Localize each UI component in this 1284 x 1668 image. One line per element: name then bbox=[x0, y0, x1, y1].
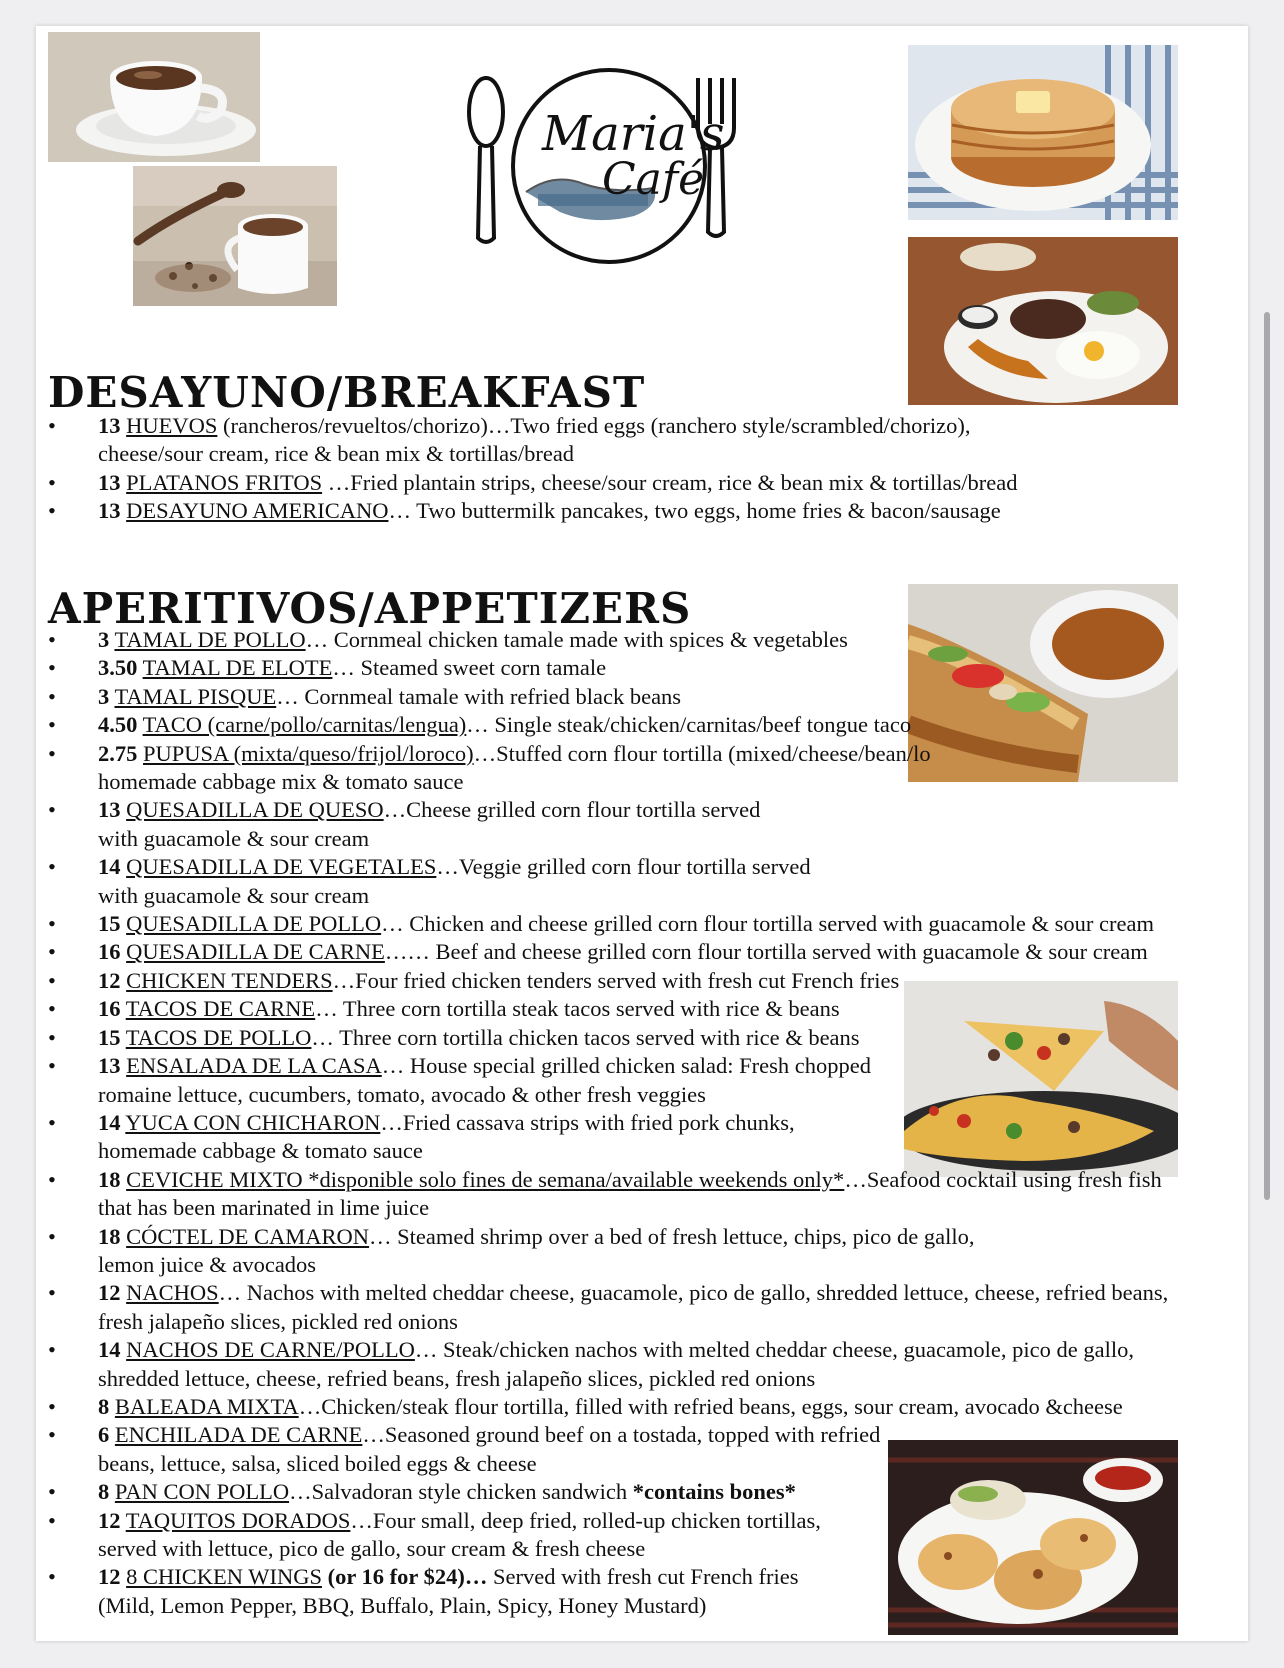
item-description: …Seasoned ground beef on a tostada, topped with refried bbox=[362, 1422, 881, 1448]
marias-cafe-logo bbox=[464, 42, 764, 292]
menu-item bbox=[48, 938, 1168, 966]
item-description-continued: lemon juice & avocados bbox=[98, 1251, 317, 1277]
item-description-continued: homemade cabbage & tomato sauce bbox=[98, 1138, 423, 1164]
item-price: 13 bbox=[98, 413, 121, 438]
item-name: CHICKEN TENDERS bbox=[126, 967, 333, 993]
bullet: • bbox=[48, 1507, 56, 1533]
menu-item bbox=[48, 1507, 1168, 1564]
appetizers-list bbox=[48, 626, 1168, 1620]
bullet: • bbox=[48, 854, 56, 880]
item-name: ENCHILADA DE CARNE bbox=[114, 1422, 363, 1448]
item-price: 16 bbox=[98, 939, 121, 965]
item-description: …Fried cassava strips with fried pork chunks, bbox=[380, 1109, 795, 1135]
breakfast-heading: DESAYUNO/BREAKFAST bbox=[48, 368, 646, 417]
item-description: … Steamed sweet corn tamale bbox=[332, 655, 607, 681]
bullet: • bbox=[48, 939, 56, 965]
item-description-continued: homemade cabbage mix & tomato sauce bbox=[98, 769, 464, 795]
menu-item bbox=[48, 711, 1168, 739]
menu-item bbox=[48, 967, 1168, 995]
menu-item bbox=[48, 654, 1168, 682]
item-price: 13 bbox=[98, 469, 121, 495]
item-description: …Veggie grilled corn flour tortilla served bbox=[436, 854, 811, 880]
item-description: …Seafood cocktail using fresh fish bbox=[844, 1166, 1162, 1192]
item-description: … Three corn tortilla chicken tacos served with rice & beans bbox=[311, 1024, 860, 1050]
item-description-continued: served with lettuce, pico de gallo, sour cream & fresh cheese bbox=[98, 1536, 646, 1561]
bullet: • bbox=[48, 1166, 56, 1192]
item-description-continued: with guacamole & sour cream bbox=[98, 882, 370, 908]
item-price: 3 bbox=[98, 627, 110, 652]
bullet: • bbox=[48, 712, 56, 738]
item-price: 14 bbox=[98, 854, 121, 880]
item-name-note: (or 16 for $24)… bbox=[321, 1564, 488, 1590]
item-name: HUEVOS bbox=[126, 413, 218, 438]
item-price: 12 bbox=[98, 967, 121, 993]
menu-item bbox=[48, 1109, 1168, 1166]
menu-item bbox=[48, 683, 1168, 711]
menu-item bbox=[48, 1223, 1168, 1280]
item-price: 12 bbox=[98, 1507, 121, 1533]
menu-item bbox=[48, 910, 1168, 938]
menu-item bbox=[48, 1024, 1168, 1052]
item-price: 12 bbox=[98, 1280, 121, 1306]
menu-item bbox=[48, 1563, 1168, 1620]
item-name: NACHOS DE CARNE/POLLO bbox=[126, 1337, 415, 1363]
item-description: …Stuffed corn flour tortilla (mixed/cheese/bean/lo bbox=[473, 740, 931, 766]
hot-chocolate-photo bbox=[133, 166, 337, 306]
item-price: 8 bbox=[98, 1393, 110, 1419]
item-name: TAMAL DE POLLO bbox=[114, 627, 306, 652]
menu-page bbox=[36, 26, 1248, 1641]
menu-item bbox=[48, 1336, 1168, 1393]
item-name: PLATANOS FRITOS bbox=[126, 469, 323, 495]
bullet: • bbox=[48, 911, 56, 937]
bullet: • bbox=[48, 996, 56, 1022]
menu-item bbox=[48, 469, 1018, 497]
item-price: 14 bbox=[98, 1109, 121, 1135]
item-description: … Single steak/chicken/carnitas/beef tongue taco bbox=[466, 712, 912, 738]
item-description: … House special grilled chicken salad: Fresh chopped bbox=[381, 1053, 872, 1079]
item-name: TACOS DE POLLO bbox=[125, 1024, 312, 1050]
item-description: …Cheese grilled corn flour tortilla served bbox=[383, 797, 761, 823]
item-description-continued: that has been marinated in lime juice bbox=[98, 1195, 430, 1221]
bullet: • bbox=[48, 797, 56, 823]
item-description: … Cornmeal chicken tamale made with spices & vegetables bbox=[305, 627, 848, 652]
scrollbar[interactable] bbox=[1264, 312, 1270, 1200]
menu-item bbox=[48, 497, 1018, 525]
menu-item bbox=[48, 1421, 1168, 1478]
item-name: TAMAL DE ELOTE bbox=[142, 655, 333, 681]
bullet: • bbox=[48, 1564, 56, 1590]
menu-item bbox=[48, 740, 1168, 797]
item-description: … Steak/chicken nachos with melted cheddar cheese, guacamole, pico de gallo, bbox=[414, 1337, 1134, 1363]
item-name: ENSALADA DE LA CASA bbox=[126, 1053, 382, 1079]
item-name: CEVICHE MIXTO *disponible solo fines de semana/available weekends only* bbox=[126, 1166, 845, 1192]
breakfast-plate-photo bbox=[908, 237, 1178, 405]
item-description: Served with fresh cut French fries bbox=[487, 1564, 799, 1590]
menu-item bbox=[48, 995, 1168, 1023]
item-name: TACO (carne/pollo/carnitas/lengua) bbox=[142, 712, 467, 738]
item-name: CÓCTEL DE CAMARON bbox=[126, 1223, 370, 1249]
breakfast-list bbox=[48, 412, 1018, 526]
item-name: QUESADILLA DE VEGETALES bbox=[126, 854, 437, 880]
item-description: … Three corn tortilla steak tacos served with rice & beans bbox=[315, 996, 840, 1022]
bullet: • bbox=[48, 655, 56, 681]
item-note: *contains bones* bbox=[632, 1479, 796, 1505]
item-description: … Cornmeal tamale with refried black beans bbox=[276, 683, 682, 709]
bullet: • bbox=[48, 1024, 56, 1050]
item-price: 8 bbox=[98, 1479, 110, 1505]
item-name: TAQUITOS DORADOS bbox=[125, 1507, 351, 1533]
item-name: DESAYUNO AMERICANO bbox=[126, 498, 389, 524]
item-description: … Two buttermilk pancakes, two eggs, home fries & bacon/sausage bbox=[388, 498, 1001, 524]
appetizers-heading: APERITIVOS/APPETIZERS bbox=[48, 584, 692, 633]
item-name: YUCA CON CHICHARON bbox=[125, 1109, 381, 1135]
menu-item bbox=[48, 1393, 1168, 1421]
item-description: …Salvadoran style chicken sandwich bbox=[289, 1479, 633, 1505]
item-price: 13 bbox=[98, 797, 121, 823]
item-description-continued: fresh jalapeño slices, pickled red onions bbox=[98, 1308, 458, 1334]
menu-item bbox=[48, 853, 1168, 910]
item-description-continued: beans, lettuce, salsa, sliced boiled eggs & cheese bbox=[98, 1450, 537, 1476]
item-description-continued: (Mild, Lemon Pepper, BBQ, Buffalo, Plain, Spicy, Honey Mustard) bbox=[98, 1592, 707, 1618]
item-name: 8 CHICKEN WINGS bbox=[126, 1564, 322, 1590]
bullet: • bbox=[48, 413, 56, 438]
item-description-continued: with guacamole & sour cream bbox=[98, 825, 370, 851]
item-description: …Chicken/steak flour tortilla, filled with refried beans, eggs, sour cream, avocado &cheese bbox=[298, 1393, 1123, 1419]
item-price: 3.50 bbox=[98, 655, 138, 681]
menu-item bbox=[48, 796, 1168, 853]
bullet: • bbox=[48, 1109, 56, 1135]
item-price: 4.50 bbox=[98, 712, 138, 738]
item-name: TACOS DE CARNE bbox=[125, 996, 316, 1022]
bullet: • bbox=[48, 627, 56, 652]
item-price: 13 bbox=[98, 498, 121, 524]
item-name: QUESADILLA DE POLLO bbox=[126, 911, 382, 937]
item-price: 2.75 bbox=[98, 740, 138, 766]
menu-item bbox=[48, 412, 1018, 469]
item-price: 3 bbox=[98, 683, 110, 709]
bullet: • bbox=[48, 1053, 56, 1079]
item-description-continued: cheese/sour cream, rice & bean mix & tortillas/bread bbox=[98, 441, 575, 467]
item-description: …… Beef and cheese grilled corn flour tortilla served with guacamole & sour cream bbox=[384, 939, 1148, 965]
bullet: • bbox=[48, 1422, 56, 1448]
item-price: 13 bbox=[98, 1053, 121, 1079]
item-price: 6 bbox=[98, 1422, 110, 1448]
menu-item bbox=[48, 1279, 1168, 1336]
bullet: • bbox=[48, 740, 56, 766]
bullet: • bbox=[48, 1280, 56, 1306]
bullet: • bbox=[48, 1223, 56, 1249]
bullet: • bbox=[48, 1393, 56, 1419]
menu-item bbox=[48, 1052, 1168, 1109]
coffee-cup-photo bbox=[48, 32, 260, 162]
item-price: 15 bbox=[98, 1024, 121, 1050]
spoon-icon bbox=[469, 78, 503, 242]
item-description-continued: romaine lettuce, cucumbers, tomato, avocado & other fresh veggies bbox=[98, 1081, 706, 1107]
bullet: • bbox=[48, 967, 56, 993]
menu-item bbox=[48, 1166, 1168, 1223]
bullet: • bbox=[48, 498, 56, 524]
item-description-continued: shredded lettuce, cheese, refried beans, fresh jalapeño slices, pickled red onions bbox=[98, 1365, 816, 1391]
item-price: 16 bbox=[98, 996, 121, 1022]
bullet: • bbox=[48, 469, 56, 495]
pancakes-photo bbox=[908, 45, 1178, 220]
item-price: 14 bbox=[98, 1337, 121, 1363]
item-price: 15 bbox=[98, 911, 121, 937]
item-description: (rancheros/revueltos/chorizo)…Two fried eggs (ranchero style/scrambled/chorizo), bbox=[217, 413, 971, 438]
bullet: • bbox=[48, 683, 56, 709]
item-name: NACHOS bbox=[126, 1280, 219, 1306]
item-price: 18 bbox=[98, 1223, 121, 1249]
item-description: …Four fried chicken tenders served with fresh cut French fries bbox=[332, 967, 900, 993]
item-name: PUPUSA (mixta/queso/frijol/loroco) bbox=[143, 740, 474, 766]
item-name: PAN CON POLLO bbox=[114, 1479, 290, 1505]
item-description: … Nachos with melted cheddar cheese, guacamole, pico de gallo, shredded lettuce, cheese, refried beans, bbox=[218, 1280, 1169, 1306]
item-description: … Chicken and cheese grilled corn flour tortilla served with guacamole & sour cream bbox=[381, 911, 1154, 937]
item-name: BALEADA MIXTA bbox=[114, 1393, 299, 1419]
item-name: QUESADILLA DE QUESO bbox=[126, 797, 384, 823]
menu-item bbox=[48, 1478, 1168, 1506]
logo-name-line2: Café bbox=[602, 154, 705, 205]
item-description: …Four small, deep fried, rolled-up chicken tortillas, bbox=[350, 1507, 821, 1533]
logo-name-line1: Maria's bbox=[542, 106, 725, 162]
item-name: QUESADILLA DE CARNE bbox=[126, 939, 385, 965]
item-price: 18 bbox=[98, 1166, 121, 1192]
bullet: • bbox=[48, 1479, 56, 1505]
item-name: TAMAL PISQUE bbox=[114, 683, 277, 709]
menu-item bbox=[48, 626, 1168, 654]
item-description: …Fried plantain strips, cheese/sour cream, rice & bean mix & tortillas/bread bbox=[322, 469, 1018, 495]
item-description: … Steamed shrimp over a bed of fresh lettuce, chips, pico de gallo, bbox=[369, 1223, 975, 1249]
bullet: • bbox=[48, 1337, 56, 1363]
item-price: 12 bbox=[98, 1564, 121, 1590]
